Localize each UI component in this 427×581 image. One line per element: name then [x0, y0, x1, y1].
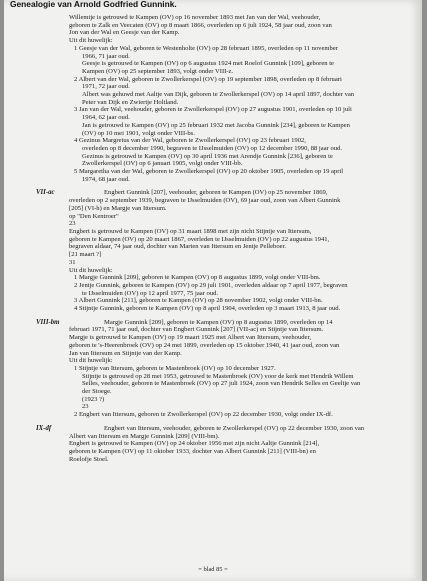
section_viii-line: Jan van Ittersum en Stijntje van der Kamp. — [69, 349, 182, 357]
section_vii-line: geboren te Kampen (OV) op 20 maart 1867, overleden te IJsselmuiden (OV) op 22 augustus 1941, — [69, 235, 330, 243]
section_vii-line: overleden op 2 september 1939, begraven te IJsselmuiden (OV), 69 jaar oud, zoon van Albert Gunnink — [69, 197, 341, 205]
child-line: overleden op 8 december 1990, begraven te IJsselmuiden (OV) op 12 december 1990, 88 jaar oud. — [82, 144, 343, 152]
child-line: Selles, veehouder, geboren te Mastenbroek (OV) op 27 juli 1924, zoon van Hendrik Selles en Geeltje van — [82, 380, 361, 388]
child-line: 2 Albert van der Wal, geboren te Zwollerkerspel (OV) op 19 september 1898, overleden op 8 februari — [74, 75, 342, 83]
child-line: te IJsselmuiden (OV) op 12 april 1977, 75 jaar oud. — [82, 289, 219, 297]
section_ix-line: Albert van Ittersum en Margje Gunnink [209] (VIII-bm). — [69, 432, 220, 440]
section_viii-line: februari 1971, 71 jaar oud, dochter van Engbert Gunnink [207] (VII-ac) en Stijntje van Ittersum. — [69, 326, 324, 334]
section_vii-line: 23 — [69, 220, 76, 228]
section_viii-line: Margje is getrouwd te Kampen (OV) op 19 maart 1925 met Albert van Ittersum, veehouder, — [69, 334, 312, 342]
child-line: 1971, 72 jaar oud. — [82, 83, 130, 91]
section_vii-line: Engbert Gunnink [207], veehouder, geboren te Kampen (OV) op 25 november 1869, VII-ac — [36, 189, 328, 197]
section_vii-line: Uit dit huwelijk: — [69, 266, 113, 274]
child-line: 4 Gezinus Margretus van der Wal, geboren te Zwollerkerspel (OV) op 23 februari 1902, — [74, 137, 306, 145]
section_vii-line: Engbert is getrouwd te Kampen (OV) op 31 maart 1898 met zijn nicht Stijntje van Ittersum, — [69, 227, 312, 235]
intro-line: Uit dit huwelijk: — [69, 37, 113, 45]
child-line: 3 Jan van der Wal, veehouder, geboren te Zwollerkerspel (OV) op 27 augustus 1901, overleden op 10 juli — [74, 106, 352, 114]
intro-line: geboren te Zalk en Veecaten (OV) op 8 maart 1866, overleden op 6 juli 1924, 58 jaar oud, zoon van — [69, 21, 332, 29]
section_ix-line: Engbert van Ittersum, veehouder, geboren te Zwollerkerspel (OV) op 22 december 1930, zoon van IX-df — [36, 424, 365, 432]
section_vii-line: [21 maart ?] — [69, 251, 102, 259]
child-line: 1964, 62 jaar oud. — [82, 114, 130, 122]
child-line: 4 Stijntje Gunnink, geboren te Kampen (OV) op 8 april 1904, overleden op 3 maart 1913, 8 jaar oud. — [74, 305, 341, 313]
child-line: (OV) op 10 mei 1901, volgt onder VIII-bs. — [82, 129, 195, 137]
intro-line: Willemtje is getrouwd te Kampen (OV) op 16 november 1893 met Jan van der Wal, veehouder, — [69, 14, 321, 21]
section_vii-label: VII-ac — [36, 189, 55, 197]
section_ix-line: Roelofje Stoel. — [69, 455, 109, 463]
section_vii-line: begraven aldaar, 74 jaar oud, dochter van Marten van Ittersum en Jentje Pelleboer. — [69, 243, 287, 251]
child-line: 1 Geesje van der Wal, geboren te Westenholte (OV) op 28 februari 1895, overleden op 11 november — [74, 44, 338, 52]
child-line: Gezinus is getrouwd te Kampen (OV) op 30 april 1936 met Arendje Gunnink [236], geboren te — [82, 152, 333, 160]
child-line: Albert was gehuwd met Aaltje van Dijk, geboren te Zwollerkerspel (OV) op 14 april 1897, dochter van — [82, 91, 355, 99]
section_viii-line: Margje Gunnink [209], geboren te Kampen (OV) op 8 augustus 1899, overleden op 14 VIII-bm — [36, 318, 333, 326]
section_vii-line: [205] (VI-h) en Margje van Ittersum. — [69, 204, 167, 212]
section_ix-line: geboren te Kampen (OV) op 11 oktober 1933, dochter van Albert Gunnink [211] (VIII-bn) en — [69, 447, 316, 455]
child-line: der Stoege. — [82, 388, 112, 396]
section_vii-line: op "Den Kentroer" — [69, 212, 119, 220]
child-line: 23 — [82, 403, 89, 411]
child-line: Peter van Dijk en Zwiertje Holtland. — [82, 98, 179, 106]
section_ix-label: IX-df — [36, 424, 52, 432]
running-head: Genealogie van Arnold Godfried Gunnink. — [10, 0, 177, 9]
document-page — [4, 0, 422, 581]
child-line: 1974, 68 jaar oud. — [82, 175, 130, 183]
intro-line: Jon van der Wal en Geesje van der Kamp. — [69, 29, 180, 37]
section_viii-line: Uit dit huwelijk: — [69, 357, 113, 365]
section_vii-line: 31 — [69, 258, 76, 266]
child-line: 1 Stijntje van Ittersum, geboren te Mastenbroek (OV) op 10 december 1927. — [74, 364, 276, 372]
section_viii-line: geboren te 's-Heerenbroek (OV) op 24 mei 1899, overleden op 15 oktober 1940, 41 jaar oud, zoon van — [69, 341, 340, 349]
child-line: Geesje is getrouwd te Kampen (OV) op 6 augustus 1924 met Roelof Gunnink [109], geboren te — [82, 60, 334, 68]
child-line: 5 Margaretha van der Wal, geboren te Zwollerkerspel (OV) op 20 oktober 1905, overleden op 19 april — [74, 168, 344, 176]
child-line: (1923 ?) — [82, 395, 105, 403]
child-line: 1 Margje Gunnink [209], geboren te Kampen (OV) op 8 augustus 1899, volgt onder VIII-bm. — [74, 274, 321, 282]
child-line: 1966, 71 jaar oud. — [82, 52, 130, 60]
child-line: 2 Engbert van Ittersum, geboren te Zwollerkerspel (OV) op 22 december 1930, volgt onder IX-df. — [74, 411, 333, 419]
child-line: Kampen (OV) op 25 september 1893, volgt onder VIII-z. — [82, 67, 234, 75]
child-line: Zwollerkerspel (OV) op 6 januari 1905, volgt onder VIII-bb. — [82, 160, 243, 168]
document-body — [4, 14, 422, 463]
child-line: Stijntje is getrouwd op 28 mei 1953, getrouwd te Mastenbroek (OV) voor de kerk met Hendrik Willem — [82, 372, 354, 380]
section_viii-label: VIII-bm — [36, 318, 60, 326]
child-line: Jan is getrouwd te Kampen (OV) op 25 februari 1932 met Jacoba Gunnink [234], geboren te Kampen — [82, 121, 350, 129]
section_ix-line: Engbert is getrouwd te Kampen (OV) op 24 oktober 1956 met zijn nicht Aaltje Gunnink [214], — [69, 440, 320, 448]
child-line: 3 Albert Gunnink [211], geboren te Kampen (OV) op 28 november 1902, volgt onder VIII-bn. — [74, 297, 323, 305]
page-footer: = blad 85 = — [198, 566, 228, 573]
child-line: 2 Jentje Gunnink, geboren te Kampen (OV) op 29 juli 1901, overleden aldaar op 7 april 1977, begraven — [74, 281, 348, 289]
